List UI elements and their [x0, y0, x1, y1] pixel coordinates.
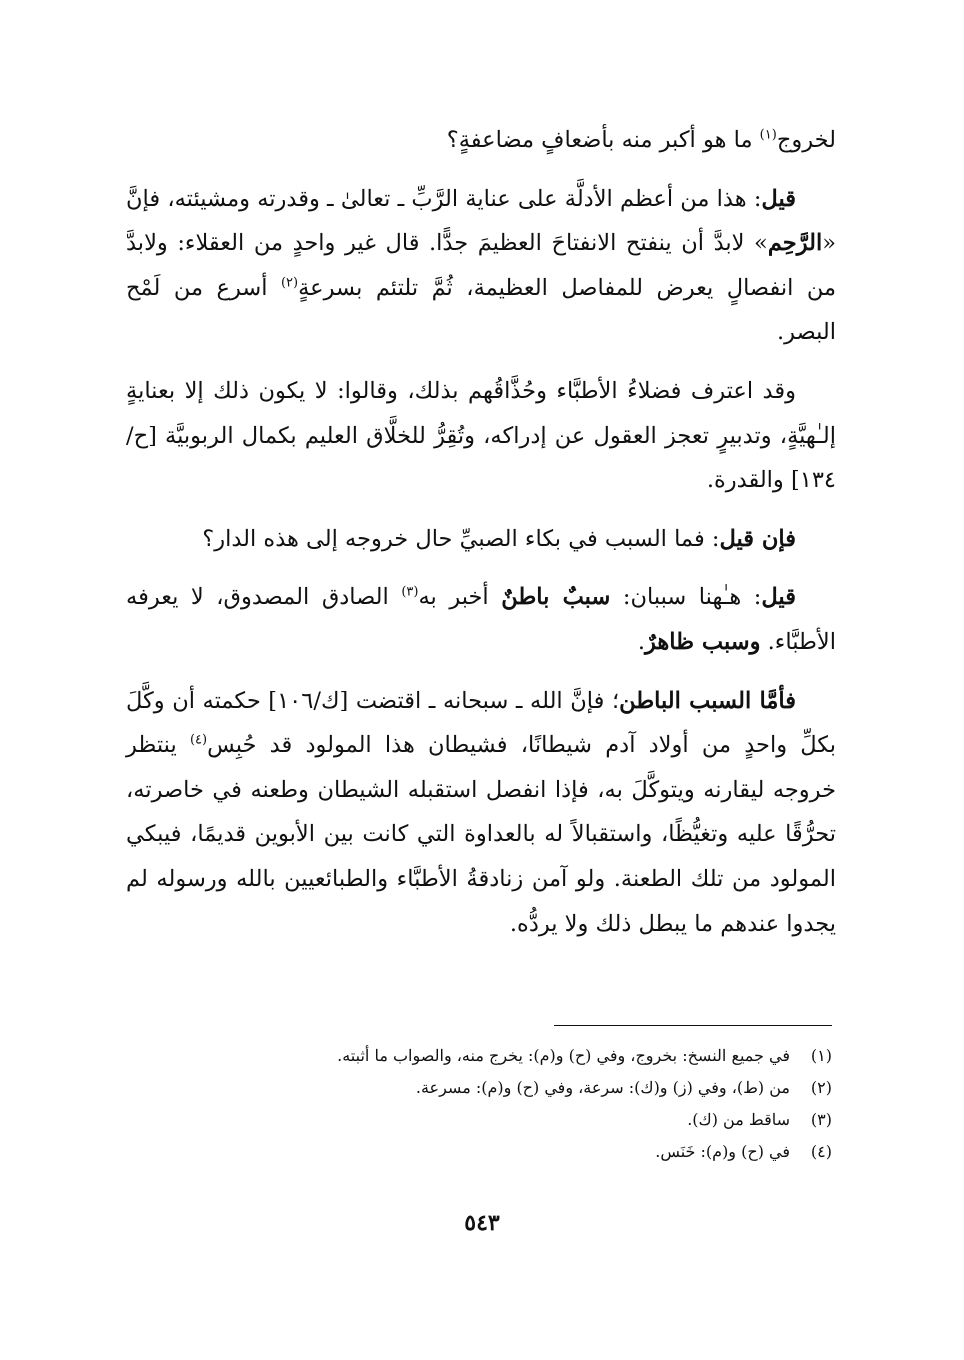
footnote-ref-3[interactable]: (٣) [401, 584, 419, 600]
footnote-ref-1[interactable]: (١) [759, 127, 777, 143]
text-run: أخبر به [418, 584, 502, 611]
lead-word: قيل [761, 185, 796, 212]
footnote-2 [132, 1072, 832, 1104]
footnote-number: (٤) [810, 1142, 832, 1161]
paragraph-4 [126, 517, 836, 562]
bold-phrase: وسبب ظاهرٌ [644, 628, 761, 655]
text-run: لخروج [776, 127, 836, 153]
text-run: ما هو أكبر منه بأضعافٍ مضاعفةٍ؟ [446, 127, 760, 153]
bold-phrase: سببٌ باطنٌ [501, 584, 611, 611]
paragraph-3 [126, 369, 836, 503]
footnote-number: (١) [810, 1046, 832, 1065]
paragraph-2 [126, 177, 836, 355]
text-run: وقد اعترف فضلاءُ الأطبَّاء وحُذَّاقُهم بذلك، وقالوا: لا يكون ذلك إلا بعنايةٍ إلـٰهيَّةٍ، وتدبيرٍ تعجز العقول عن إدراكه، وتُقِرُّ للخلَّاق العليم بكمال الربوبيَّة [ح/١٣٤] والقدرة. [126, 377, 836, 494]
lead-word: فأمَّا السبب الباطن [619, 687, 796, 714]
footnote-ref-2[interactable]: (٢) [280, 275, 299, 291]
footnote-text: من (ط)، وفي (ز) و(ك): سرعة، وفي (ح) و(م): مسرعة. [415, 1078, 790, 1097]
paragraph-5 [126, 575, 836, 664]
footnote-number: (٣) [810, 1110, 832, 1129]
text-run: ينتظر خروجه ليقارنه ويتوكَّلَ به، فإذا انفصل استقبله الشيطان وطعنه في خاصرته، تحرُّقًا عليه وتغيُّظًا، واستقبالاً له بالعداوة التي كانت بين الأبوين قديمًا، فيبكي المولود من تلك الطعنة. ولو آمن زنادقةُ الأطبَّاء والطبائعيين بالله ورسوله لم يجدوا عندهم ما يبطل ذلك ولا يردُّه. [126, 732, 836, 937]
text-run: . [637, 628, 645, 655]
text-run: » لابدَّ أن ينفتح الانفتاحَ العظيمَ جدًّا. قال غير واحدٍ من العقلاء: ولابدَّ من انفصالٍ يعرض للمفاصل العظيمة، ثُمَّ تلتئم بسرعةٍ [126, 230, 836, 301]
footnote-number: (٢) [810, 1078, 832, 1097]
text-run: : هذا من أعظم الأدلَّة على عناية الرَّبِّ ـ تعالىٰ ـ وقدرته ومشيئته، فإنَّ « [126, 185, 836, 257]
footnote-separator [554, 1025, 832, 1026]
footnote-text: في جميع النسخ: بخروج، وفي (ح) و(م): يخرج منه، والصواب ما أثبته. [337, 1046, 790, 1065]
lead-word: قيل [761, 584, 796, 611]
lead-word: فإن قيل [719, 525, 796, 552]
paragraph-6 [126, 679, 836, 947]
footnote-text: في (ح) و(م): خَنَس. [655, 1142, 790, 1161]
footnote-1 [132, 1040, 832, 1072]
footnotes [132, 1040, 832, 1168]
footnote-text: ساقط من (ك). [687, 1110, 790, 1129]
text-run: : فما السبب في بكاء الصبيِّ حال خروجه إلى هذه الدار؟ [202, 525, 720, 552]
page-number: ٥٤٣ [464, 1210, 500, 1236]
text-run: : هـٰهنا سببان: [610, 584, 762, 611]
footnote-3 [132, 1104, 832, 1136]
bold-word: الرَّحِم [767, 230, 823, 257]
text-run: أسرع من لَمْح البصر. [126, 274, 836, 346]
text-run: الصادق المصدوق، لا يعرفه الأطبَّاء. [126, 584, 836, 655]
footnote-ref-4[interactable]: (٤) [189, 732, 208, 748]
paragraph-1 [126, 118, 836, 163]
text-run: ؛ فإنَّ الله ـ سبحانه ـ اقتضت [ك/١٠٦] حكمته أن وكَّلَ بكلِّ واحدٍ من أولاد آدم شيطانًا، فشيطان هذا المولود قد حُبِس [126, 687, 836, 759]
body-text [126, 118, 836, 960]
footnote-4 [132, 1136, 832, 1168]
